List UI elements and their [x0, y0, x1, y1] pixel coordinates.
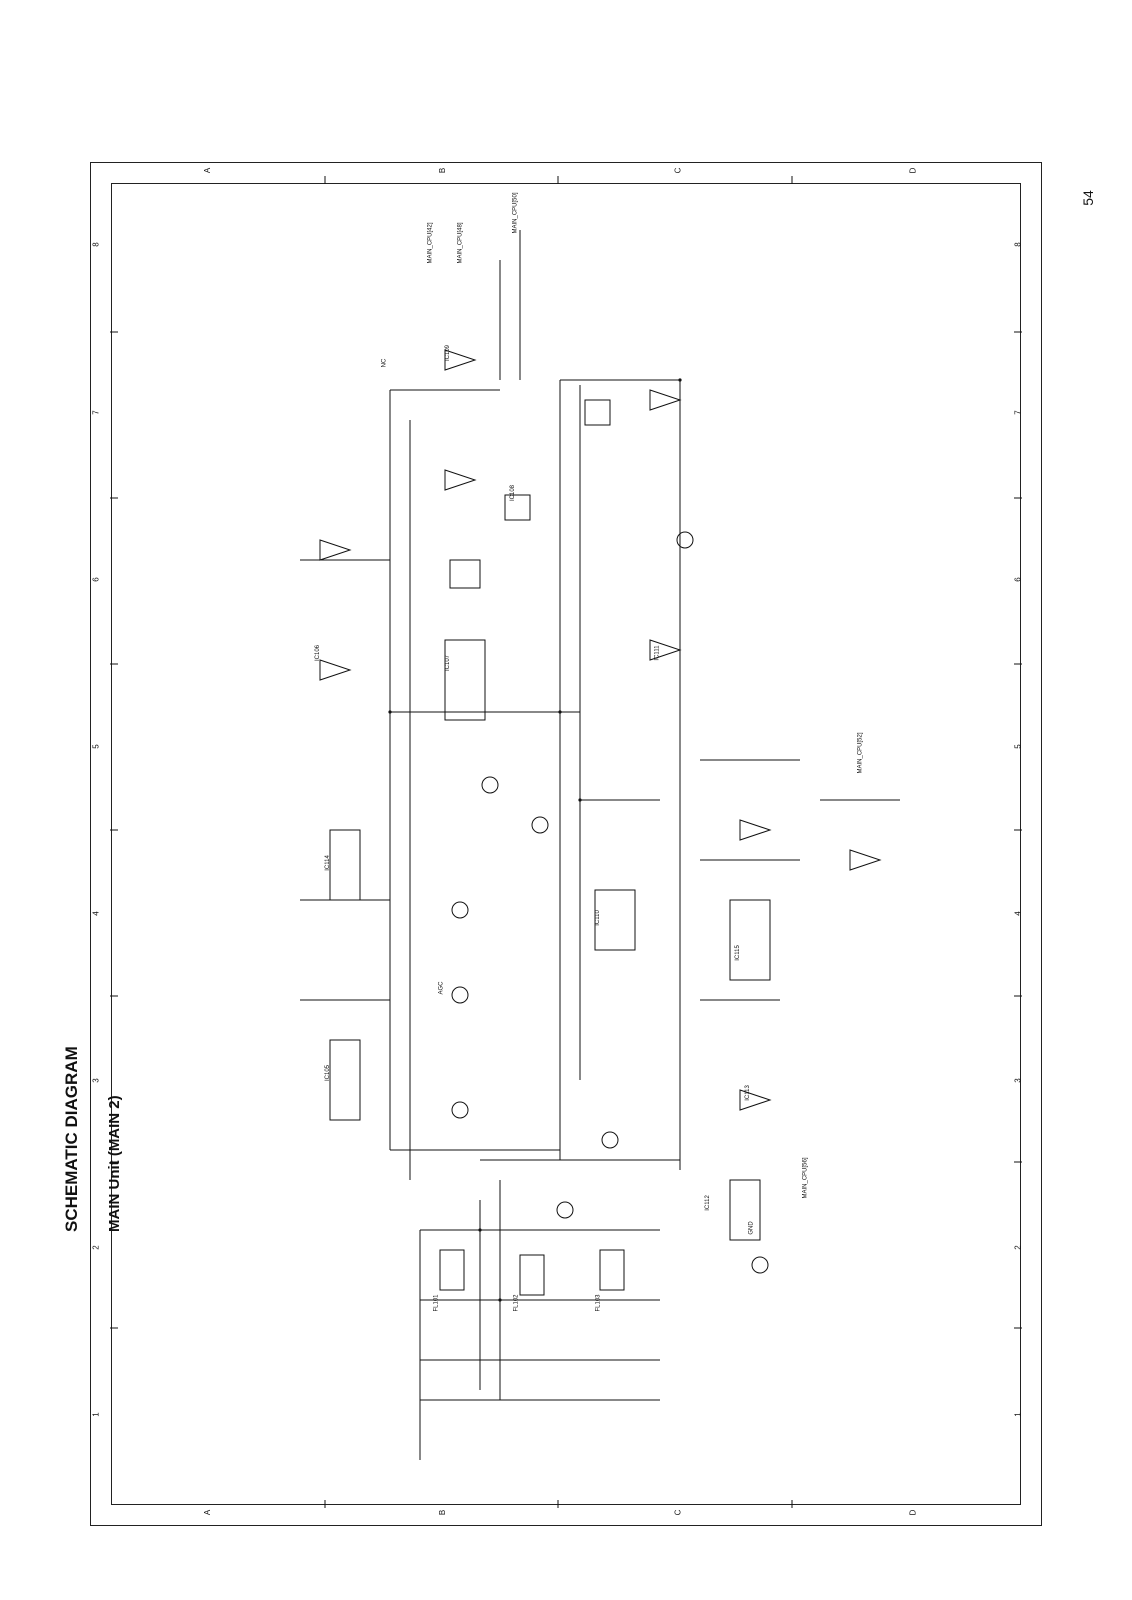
grid-row-6-left: 6: [91, 577, 101, 582]
grid-col-b-top: B: [438, 167, 448, 174]
label-fl101: FL101: [433, 1294, 440, 1312]
label-ic110: IC110: [594, 910, 601, 926]
grid-row-2-left: 2: [91, 1245, 101, 1250]
grid-row-8-right: 8: [1013, 242, 1023, 247]
grid-col-c-bottom: C: [673, 1509, 683, 1516]
grid-col-c-top: C: [673, 167, 683, 174]
label-main-cpu-48: MAIN_CPU[48]: [457, 222, 464, 264]
label-nc: NC: [381, 358, 388, 368]
grid-row-4-right: 4: [1013, 911, 1023, 916]
grid-row-7-left: 7: [91, 410, 101, 415]
grid-col-b-bottom: B: [438, 1509, 448, 1516]
grid-row-5-right: 5: [1013, 744, 1023, 749]
label-ic107: IC107: [445, 654, 452, 672]
label-ic113: IC113: [744, 1085, 751, 1101]
label-main-cpu-56: MAIN_CPU[56]: [802, 1157, 809, 1199]
grid-row-2-right: 2: [1013, 1245, 1023, 1250]
grid-col-a-top: A: [203, 167, 213, 174]
grid-row-7-right: 7: [1013, 410, 1023, 415]
grid-col-d-top: D: [908, 167, 918, 174]
label-ic109: IC109: [445, 344, 452, 362]
schematic-subtitle: MAIN Unit (MAIN 2): [106, 1095, 123, 1232]
label-main-cpu-52: MAIN_CPU[52]: [857, 732, 864, 774]
grid-row-3-right: 3: [1013, 1078, 1023, 1083]
schematic-title: SCHEMATIC DIAGRAM: [62, 1046, 81, 1232]
label-ic106: IC106: [315, 644, 322, 662]
label-agc: AGC: [438, 981, 445, 995]
label-gnd: GND: [748, 1221, 755, 1235]
grid-col-a-bottom: A: [203, 1509, 213, 1516]
label-fl102: FL102: [513, 1294, 520, 1312]
label-ic114: IC114: [324, 855, 331, 871]
label-main-cpu-42: MAIN_CPU[42]: [427, 222, 434, 264]
label-ic111: IC111: [654, 645, 661, 661]
grid-row-6-right: 6: [1013, 577, 1023, 582]
grid-row-8-left: 8: [91, 242, 101, 247]
grid-row-5-left: 5: [91, 744, 101, 749]
grid-row-1-right: 1: [1013, 1412, 1023, 1417]
label-ic115: IC115: [734, 945, 741, 961]
label-main-cpu-50: MAIN_CPU[50]: [512, 192, 519, 234]
grid-col-d-bottom: D: [908, 1509, 918, 1516]
label-ic108: IC108: [510, 484, 517, 502]
grid-row-3-left: 3: [91, 1078, 101, 1083]
grid-row-4-left: 4: [91, 911, 101, 916]
label-fl103: FL103: [595, 1294, 602, 1312]
grid-row-1-left: 1: [91, 1412, 101, 1417]
label-ic112: IC112: [704, 1195, 711, 1211]
label-ic105: IC105: [325, 1064, 332, 1082]
page-number: 54: [1079, 190, 1096, 206]
